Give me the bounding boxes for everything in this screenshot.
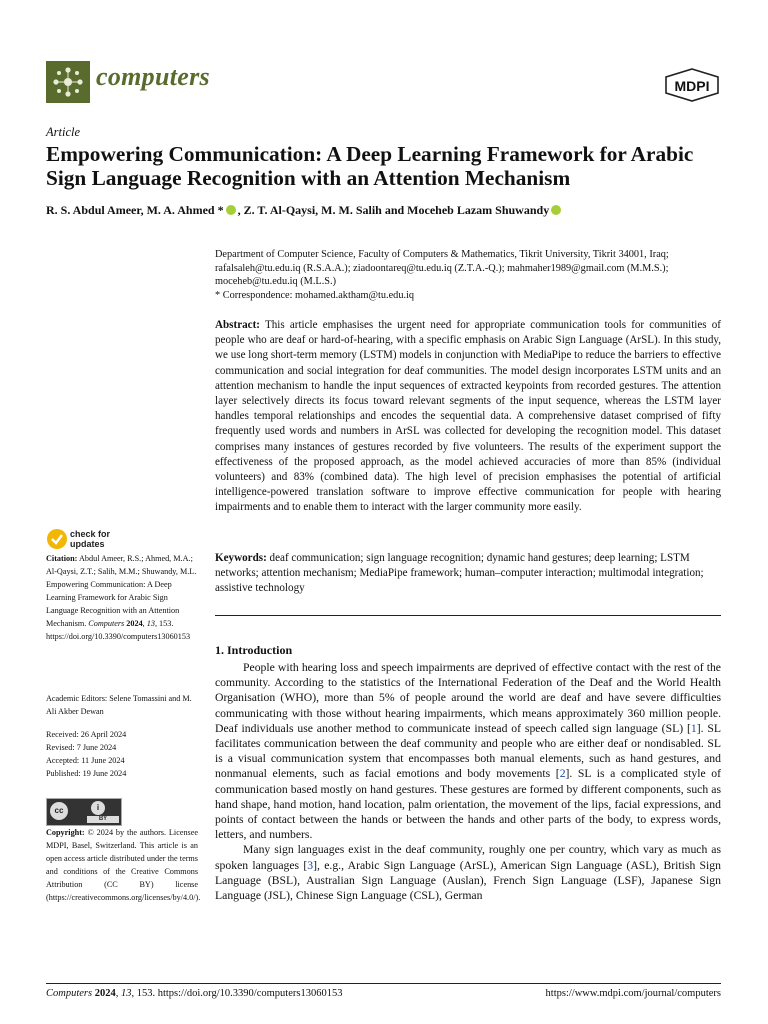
reference-link[interactable]: 3 — [307, 858, 314, 872]
date-accepted: Accepted: 11 June 2024 — [46, 756, 125, 765]
orcid-icon[interactable] — [226, 205, 236, 215]
cc-by-label: BY — [87, 816, 119, 823]
footer-citation: Computers 2024, 13, 153. https://doi.org/10.3390/computers13060153 — [46, 988, 343, 999]
paragraph-text: ]. SL facilitates communication between the deaf community and people who are either deaf or nondisabled. SL is a visual communication system that encompasses both manual elements, such as hand gestures, and nonmanual elements, such as facial emotions and body movements [ — [215, 721, 722, 781]
footer-journal-url[interactable]: https://www.mdpi.com/journal/computers — [545, 988, 721, 999]
keywords-text: deaf communication; sign language recognition; dynamic hand gestures; deep learning; LSTM networks; attention mechanism; MediaPipe framework; human–computer interaction; multimodal integration; assistive technology — [215, 552, 704, 595]
check-for-updates-badge[interactable] — [46, 528, 114, 552]
citation-block: Citation: Abdul Ameer, R.S.; Ahmed, M.A.; Al-Qaysi, Z.T.; Salih, M.M.; Shuwandy, M.L. Empowering Communication: A Deep Learning Framework for Arabic Sign Language Recognition with an Attention Mechanism. Computers 2024, 13, 153. https://doi.org/10.3390/computers13060153 — [46, 554, 197, 641]
affiliation-line: rafalsaleh@tu.edu.iq (R.S.A.A.); ziadoontareq@tu.edu.iq (Z.T.A.-Q.); mahmaher1989@gmail.com (M.M.S.); — [215, 262, 669, 274]
authors-part-2: , Z. T. Al-Qaysi, M. M. Salih and Moceheb Lazam Shuwandy — [237, 203, 550, 217]
footer-year: 2024 — [94, 988, 116, 999]
footer-journal: Computers — [46, 988, 93, 999]
abstract-label: Abstract: — [215, 319, 260, 331]
citation-year: 2024 — [126, 619, 143, 628]
section-heading: 1. Introduction — [215, 643, 293, 657]
paragraph — [215, 660, 721, 842]
paragraph-text: ], e.g., Arabic Sign Language (ArSL), American Sign Language (ASL), British Sign Language (BSL), Australian Sign Language (Auslan), French Sign Language (LSF), Japanese Sign Language (JSL), Chinese Sign Language (CSL), German — [215, 858, 721, 903]
abstract-text: This article emphasises the urgent need for appropriate communication tools for communities of people who are deaf or hard-of-hearing, with a specific emphasis on Arabic Sign Language (ArSL). In this study, we use long short-term memory (LSTM) models in conjunction with MediaPipe to reduce the barriers to effective communication and social integration for deaf communities. The model design incorporates LSTM units and an attention mechanism to handle the input sequences of extracted keypoints from recorded gestures. The attention layer selectively directs its focus toward relevant segments of the input sequence, whereas the LSTM layer handles temporal relationships and encodes the sequential data. A comprehensive dataset comprised of fifty frequently used words and numbers in ArSL was collected for developing the recognition model. This dataset comprises many instances of gestures recorded by five volunteers. The results of the experiment support the effectiveness of the proposed approach, as the model achieved accuracies of more than 85% (individual volunteers) and 83% (combined data). The high level of precision emphasises the potential of artificial intelligence-powered translation software to improve effective communication for people with hearing impairments and to enable them to interact with the larger community more easily. — [215, 319, 721, 514]
affiliation-line: moceheb@tu.edu.iq (M.L.S.) — [215, 276, 337, 287]
citation-label: Citation: — [46, 554, 78, 563]
date-revised: Revised: 7 June 2024 — [46, 743, 117, 752]
journal-logo — [46, 61, 90, 103]
mdpi-logo-text: MDPI — [674, 78, 710, 94]
citation-text: Abdul Ameer, R.S.; Ahmed, M.A.; Al-Qaysi, Z.T.; Salih, M.M.; Shuwandy, M.L. Empowering Communication: A Deep Learning Framework for Arabic Sign Language Recognition with an Attention Mechanism. — [46, 554, 197, 628]
footer-divider — [46, 983, 721, 984]
affiliation — [215, 248, 721, 302]
introduction-body — [215, 660, 721, 903]
copyright-text: © 2024 by the authors. Licensee MDPI, Basel, Switzerland. This article is an open access article distributed under the terms and conditions of the Creative Commons Attribution (CC BY) license (https://creativecommons.org/licenses/by/4.0/). — [46, 828, 201, 902]
cc-icon: cc — [50, 802, 68, 820]
check-text-line: updates — [70, 539, 105, 549]
abstract — [215, 318, 721, 516]
academic-editors: Academic Editors: Selene Tomassini and M. Ali Akber Dewan — [46, 694, 192, 716]
check-text-line: check for — [70, 529, 111, 539]
section-divider — [215, 615, 721, 616]
citation-volume: 13 — [146, 619, 155, 628]
reference-link[interactable]: 1 — [690, 721, 697, 735]
correspondence: * Correspondence: mohamed.aktham@tu.edu.iq — [215, 289, 415, 301]
keywords-label: Keywords: — [215, 552, 267, 564]
orcid-icon[interactable] — [551, 205, 561, 215]
copyright-block — [46, 826, 201, 904]
affiliation-line: Department of Computer Science, Faculty of Computers & Mathematics, Tikrit University, Tikrit 34001, Iraq; — [215, 249, 669, 260]
reference-link[interactable]: 2 — [559, 767, 566, 781]
paragraph — [215, 842, 721, 903]
cc-by-license-badge[interactable] — [46, 798, 122, 826]
attribution-icon: i — [91, 801, 105, 815]
article-type: Article — [46, 125, 81, 139]
citation-journal: Computers — [88, 619, 125, 628]
publication-dates — [46, 728, 198, 780]
authors-part-1: R. S. Abdul Ameer, M. A. Ahmed * — [46, 203, 224, 217]
date-received: Received: 26 April 2024 — [46, 730, 127, 739]
date-published: Published: 19 June 2024 — [46, 769, 127, 778]
article-title: Empowering Communication: A Deep Learning Framework for Arabic Sign Language Recognition with an Attention Mechanism — [46, 142, 694, 190]
mdpi-logo — [664, 68, 720, 102]
journal-name: computers — [96, 62, 210, 91]
citation-doi[interactable]: , 153. https://doi.org/10.3390/computers13060153 — [46, 619, 191, 641]
keywords — [215, 551, 721, 597]
copyright-label: Copyright: — [46, 828, 85, 837]
paragraph-text: People with hearing loss and speech impairments are deprived of effective contact with the rest of the community. According to the statistics of the International Federation of the Deaf and the World Health Organisation (WHO), more than 5% of people around the world are deaf and have severe difficulties communicating with those without hearing impairments, which means approximately 360 million people. Deaf individuals use another method to communicate instead of speech called sign language (SL) [ — [215, 661, 721, 735]
paragraph-text: ]. SL is a complicated style of communication based mostly on hand gestures. These gestures are formed by different components, such as hand shape, hand motion, hand location, palm orientation, the movement of the lips, facial expressions, and points of contact between the hands or between the hands and other parts of the body, to express words, letters, and numbers. — [215, 767, 721, 842]
author-list — [46, 203, 736, 218]
footer-doi[interactable]: , 153. https://doi.org/10.3390/computers13060153 — [131, 988, 343, 999]
paragraph-text: Many sign languages exist in the deaf community, roughly one per country, which vary as much as spoken languages [ — [215, 843, 721, 872]
footer-volume: 13 — [120, 988, 132, 999]
